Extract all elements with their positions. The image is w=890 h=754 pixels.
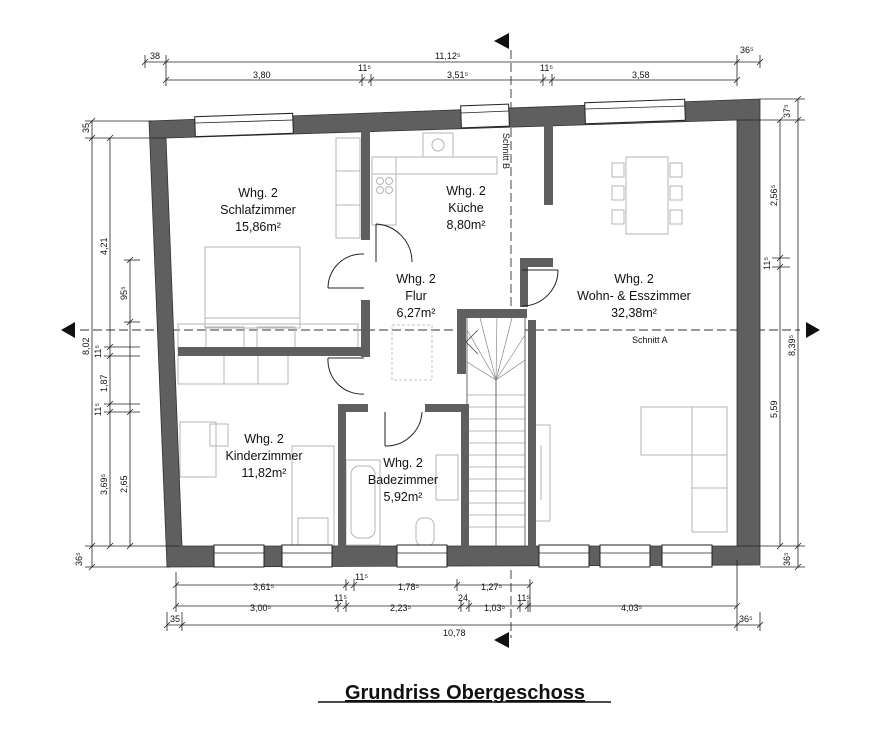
- dim-top-inner-4: 3,58: [632, 70, 650, 80]
- dim-left-mid-4: 3,69⁵: [99, 473, 109, 495]
- top-dimensions: [142, 45, 763, 86]
- room-kinderzimmer-area: 11,82m²: [241, 466, 287, 480]
- room-schlafzimmer-unit: Whg. 2: [238, 186, 278, 200]
- room-flur-name: Flur: [405, 289, 427, 303]
- room-wohnzimmer-unit: Whg. 2: [614, 272, 654, 286]
- dim-bottom-r1-0: 3,61⁵: [253, 582, 275, 592]
- dim-top-inner-3: 11⁵: [540, 63, 554, 73]
- room-wohnzimmer-area: 32,38m²: [611, 306, 657, 320]
- dim-top-outer-0: 38: [150, 51, 161, 61]
- section-b-top-arrow-icon: [494, 33, 509, 49]
- room-badezimmer-unit: Whg. 2: [383, 456, 423, 470]
- dim-bottom-r3-0: 35: [170, 614, 181, 624]
- dim-bottom-r1-1: 11⁵: [355, 572, 369, 582]
- room-kueche-name: Küche: [448, 201, 484, 215]
- room-badezimmer-name: Badezimmer: [367, 473, 439, 487]
- section-b-bottom-arrow-icon: [494, 632, 509, 648]
- windows: [195, 99, 712, 567]
- dim-left-mid-0: 4,21: [99, 237, 109, 255]
- dim-top-outer-1: 11,12⁵: [435, 51, 461, 61]
- dim-left-outer-1: 8,02: [81, 337, 91, 355]
- room-flur-unit: Whg. 2: [396, 272, 436, 286]
- dim-right-inner-0: 2,56⁵: [769, 184, 779, 206]
- dim-right-outer-1: 8,39⁵: [787, 334, 797, 356]
- room-flur-area: 6,27m²: [396, 306, 436, 320]
- section-a-right-arrow-icon: [806, 322, 820, 338]
- dim-top-inner-2: 3,51⁵: [447, 70, 469, 80]
- dim-bottom-r2-4: 1,03⁵: [484, 603, 506, 613]
- dim-top-inner-1: 11⁵: [358, 63, 372, 73]
- dim-right-inner-1: 11⁵: [762, 256, 772, 270]
- dim-right-inner-2: 5,59: [769, 400, 779, 418]
- dim-bottom-r1-3: 1,27⁵: [481, 582, 503, 592]
- dim-bottom-r2-0: 3,00⁵: [250, 603, 272, 613]
- dim-left-outer-0: 35: [81, 122, 91, 133]
- plan-title: Grundriss Obergeschoss: [344, 682, 586, 704]
- room-kueche-unit: Whg. 2: [446, 184, 486, 198]
- bottom-dimensions: [164, 560, 763, 638]
- section-b-label: Schnitt B: [501, 133, 511, 170]
- dim-bottom-r1-2: 1,78⁵: [398, 582, 420, 592]
- room-badezimmer-area: 5,92m²: [383, 490, 423, 504]
- dim-bottom-r2-3: 24: [458, 593, 469, 603]
- section-a-left-arrow-icon: [61, 322, 75, 338]
- dim-bottom-r2-5: 11⁵: [517, 593, 531, 603]
- dim-bottom-r2-6: 4,03⁵: [621, 603, 643, 613]
- room-schlafzimmer-area: 15,86m²: [235, 220, 281, 234]
- section-a-label: Schnitt A: [632, 335, 668, 345]
- room-kinderzimmer-unit: Whg. 2: [244, 432, 284, 446]
- room-kinderzimmer-name: Kinderzimmer: [225, 449, 303, 463]
- room-kueche-area: 8,80m²: [446, 218, 486, 232]
- dim-left-outer-2: 36⁵: [74, 552, 84, 566]
- room-wohnzimmer-name: Wohn- & Esszimmer: [577, 289, 691, 303]
- dim-left-inner-0: 95⁵: [119, 286, 129, 300]
- dim-bottom-r2-2: 2,23⁵: [390, 603, 412, 613]
- room-labels: [220, 184, 691, 504]
- dim-right-outer-0: 37⁵: [782, 104, 792, 118]
- dim-top-outer-2: 36⁵: [740, 45, 754, 55]
- dim-right-outer-2: 36⁵: [782, 552, 792, 566]
- room-schlafzimmer-name: Schlafzimmer: [220, 203, 296, 217]
- dim-left-mid-1: 11⁵: [93, 344, 103, 358]
- dim-left-mid-3: 11⁵: [93, 402, 103, 416]
- dim-top-inner-0: 3,80: [253, 70, 271, 80]
- dim-left-inner-1: 2,65: [119, 475, 129, 493]
- dim-left-mid-2: 1,87: [99, 374, 109, 392]
- dim-bottom-r3-1: 10,78: [443, 628, 466, 638]
- dim-bottom-r2-1: 11⁵: [334, 593, 348, 603]
- staircase: [466, 315, 525, 547]
- dim-bottom-r3-2: 36⁵: [739, 614, 753, 624]
